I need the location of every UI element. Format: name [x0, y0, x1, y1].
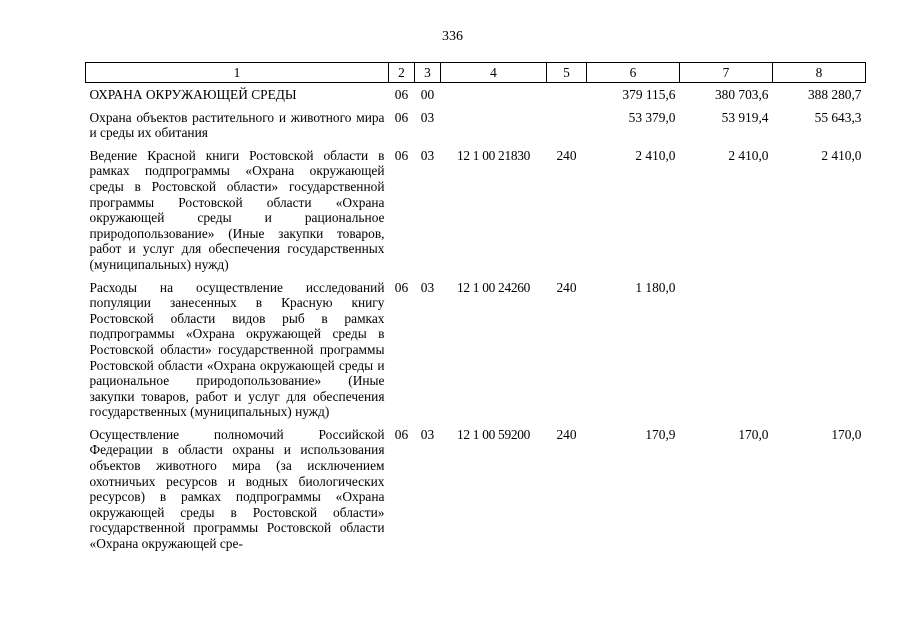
row-section-code: 06 — [394, 87, 409, 102]
row-target-article — [441, 107, 547, 145]
budget-table — [85, 62, 866, 556]
row-amount-year-1: 53 379,0 — [628, 109, 676, 125]
column-header-7: 7 — [680, 63, 773, 83]
row-expense-type: 240 — [556, 279, 577, 295]
row-amount-year-2: 2 410,0 — [728, 147, 769, 163]
column-header-3: 3 — [415, 63, 441, 83]
table-body — [86, 83, 866, 556]
column-header-5: 5 — [547, 63, 587, 83]
row-section-code: 06 — [394, 109, 409, 125]
table-header — [86, 63, 866, 83]
row-amount-year-1: 2 410,0 — [635, 147, 676, 163]
row-expense-type: 240 — [556, 426, 577, 442]
row-expense-type — [547, 83, 587, 107]
column-header-8: 8 — [773, 63, 866, 83]
row-subsection-code: 03 — [420, 147, 435, 163]
row-target-article: 12 1 00 21830 — [456, 147, 531, 163]
column-header-2: 2 — [389, 63, 415, 83]
row-expense-type — [547, 107, 587, 145]
column-header-4: 4 — [441, 63, 547, 83]
row-name: Охрана объектов растительного и животного мира и среды их обитания — [89, 109, 385, 141]
row-section-code: 06 — [394, 279, 409, 295]
row-name: Ведение Красной книги Ростовской области в рамках подпрограммы «Охрана окружающей среды в Ростовской области» государственной программы Ростовской области «Охрана окружающей среды и рациональное природопользование» (Иные закупки товаров, работ и услуг для обеспечения государственных (муниципальных) нужд) — [89, 147, 385, 272]
row-name: ОХРАНА ОКРУЖАЮЩЕЙ СРЕДЫ — [89, 87, 297, 102]
row-name: Осуществление полномочий Российской Федерации в области охраны и использования объектов животного мира (за исключением охотничьих ресурсов и водных биологических ресурсов) в рамках подпрограммы «Охрана окружающей среды в Ростовской области» государственной программы Ростовской области «Охрана окружающей сре- — [89, 426, 385, 552]
row-amount-year-3 — [773, 277, 866, 424]
row-amount-year-3: 388 280,7 — [807, 87, 862, 102]
row-name: Расходы на осуществление исследований популяции занесенных в Красную книгу Ростовской области видов рыб в рамках подпрограммы «Охрана окружающей среды в Ростовской области» государственной программы Ростовской области «Охрана окружающей среды и рациональное природопользование» (Иные закупки товаров, работ и услуг для обеспечения государственных (муниципальных) нужд) — [89, 279, 385, 420]
row-subsection-code: 03 — [420, 109, 435, 125]
row-amount-year-2: 170,0 — [738, 426, 769, 442]
table-row — [86, 424, 866, 556]
row-section-code: 06 — [394, 426, 409, 442]
row-subsection-code: 03 — [420, 279, 435, 295]
row-section-code: 06 — [394, 147, 409, 163]
row-amount-year-1: 1 180,0 — [635, 279, 676, 295]
table-row — [86, 107, 866, 145]
table-row — [86, 83, 866, 107]
row-amount-year-2: 53 919,4 — [721, 109, 769, 125]
row-amount-year-2: 380 703,6 — [714, 87, 769, 102]
row-amount-year-2 — [680, 277, 773, 424]
page-number: 336 — [442, 29, 463, 44]
column-header-1: 1 — [86, 63, 389, 83]
row-subsection-code: 03 — [420, 426, 435, 442]
header-row — [86, 63, 866, 83]
table-row — [86, 277, 866, 424]
row-amount-year-3: 170,0 — [831, 426, 862, 442]
row-target-article — [441, 83, 547, 107]
row-amount-year-1: 170,9 — [645, 426, 676, 442]
table-row — [86, 145, 866, 277]
row-amount-year-3: 55 643,3 — [814, 109, 862, 125]
row-target-article: 12 1 00 24260 — [456, 279, 531, 295]
row-amount-year-1: 379 115,6 — [622, 87, 676, 102]
row-amount-year-3: 2 410,0 — [821, 147, 862, 163]
column-header-6: 6 — [587, 63, 680, 83]
row-subsection-code: 00 — [420, 87, 435, 102]
row-expense-type: 240 — [556, 147, 577, 163]
row-target-article: 12 1 00 59200 — [456, 426, 531, 442]
